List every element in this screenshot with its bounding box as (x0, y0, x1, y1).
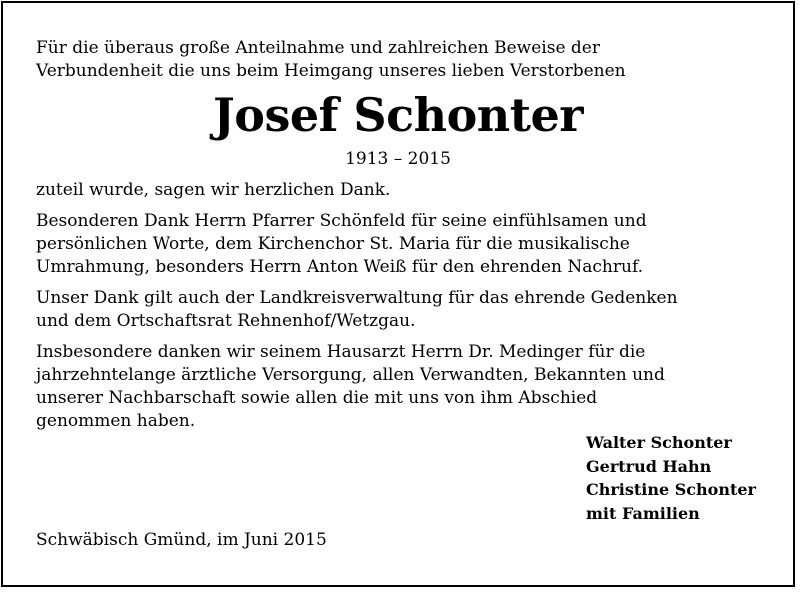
signatures (586, 431, 756, 525)
paragraph-line: Umrahmung, besonders Herrn Anton Weiß für den ehrenden Nachruf. (36, 257, 644, 277)
paragraph-line: und dem Ortschaftsrat Rehnenhof/Wetzgau. (36, 311, 416, 331)
signature-name: Walter Schonter (586, 433, 732, 452)
paragraph-line: persönlichen Worte, dem Kirchenchor St. Maria für die musikalische (36, 234, 630, 254)
life-years: 1913 – 2015 (345, 149, 451, 169)
thanks-text: zuteil wurde, sagen wir herzlichen Dank. (36, 180, 391, 200)
paragraph-line: Unser Dank gilt auch der Landkreisverwaltung für das ehrende Gedenken (36, 288, 678, 308)
obituary-thank-you-notice (1, 1, 795, 587)
paragraph-line: jahrzehntelange ärztliche Versorgung, allen Verwandten, Bekannten und (36, 365, 665, 385)
intro-line: Für die überaus große Anteilnahme und zahlreichen Beweise der (36, 38, 600, 58)
intro-line: Verbundenheit die uns beim Heimgang unseres lieben Verstorbenen (36, 61, 626, 81)
place-date (36, 529, 786, 552)
paragraph-line: Besonderen Dank Herrn Pfarrer Schönfeld für seine einfühlsamen und (36, 211, 647, 231)
doctor-paragraph (36, 341, 786, 433)
paragraph-line: unserer Nachbarschaft sowie allen die mit uns von ihm Abschied (36, 388, 598, 408)
place-date-text: Schwäbisch Gmünd, im Juni 2015 (36, 530, 327, 550)
pastor-paragraph (36, 210, 786, 279)
intro-paragraph (36, 37, 786, 83)
signature-name: Christine Schonter (586, 480, 756, 499)
signature-name: mit Familien (586, 503, 700, 523)
paragraph-line: genommen haben. (36, 411, 196, 431)
administration-paragraph (36, 287, 786, 333)
thanks-line (36, 179, 786, 202)
paragraph-line: Insbesondere danken wir seinem Hausarzt Herrn Dr. Medinger für die (36, 342, 646, 362)
deceased-name: Josef Schonter (213, 88, 583, 142)
signature-name: Gertrud Hahn (586, 456, 712, 476)
